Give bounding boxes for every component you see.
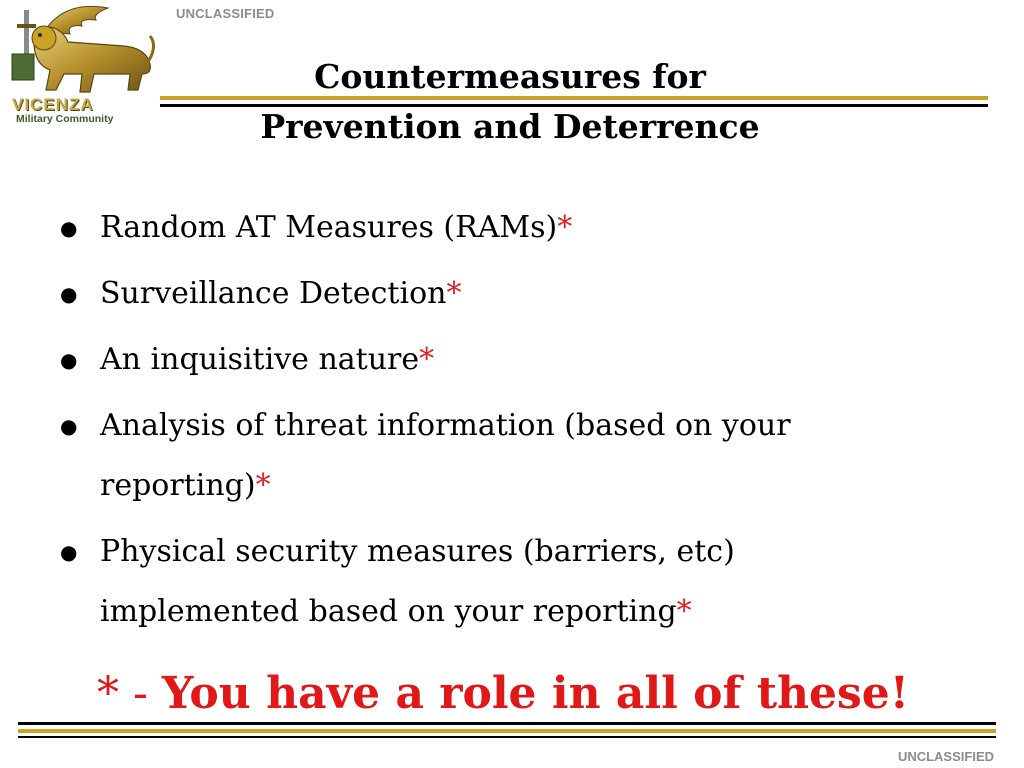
bullet-icon: ● [60, 540, 78, 564]
list-item [60, 198, 940, 258]
asterisk-mark: * [419, 342, 435, 377]
list-item [60, 330, 940, 390]
title-line-2: Prevention and Deterrence [260, 107, 760, 146]
bullet-icon: ● [60, 282, 78, 306]
list-item [60, 264, 940, 324]
asterisk-mark: * [557, 210, 573, 245]
list-item [60, 396, 940, 516]
footer-prefix: * - [97, 668, 162, 719]
bullet-text: Physical security measures (barriers, etc) implemented based on your reporting [100, 534, 735, 629]
bullet-text: An inquisitive nature [100, 342, 420, 377]
logo [4, 2, 156, 130]
bullet-list [60, 198, 940, 648]
title-line-1: Countermeasures for [314, 57, 706, 96]
footer-rule-gold [18, 729, 996, 733]
footer-rule-black-2 [18, 736, 996, 738]
bullet-text: Random AT Measures (RAMs) [100, 210, 558, 245]
list-item [60, 522, 940, 642]
logo-subtitle: Military Community [16, 113, 114, 125]
page-title [150, 52, 870, 152]
asterisk-mark: * [446, 276, 462, 311]
logo-title: VICENZA [12, 95, 94, 114]
bullet-icon: ● [60, 348, 78, 372]
asterisk-mark: * [255, 468, 271, 503]
winged-lion-icon [4, 2, 156, 97]
bullet-icon: ● [60, 414, 78, 438]
classification-top: UNCLASSIFIED [176, 6, 275, 21]
footer-rule-black-1 [18, 722, 996, 725]
bullet-text: Analysis of threat information (based on your reporting) [100, 408, 791, 503]
footer-emphasis: You have a role in all of these! [161, 668, 910, 719]
footer-note [97, 664, 997, 724]
classification-bottom: UNCLASSIFIED [897, 749, 994, 764]
asterisk-mark: * [676, 594, 692, 629]
bullet-icon: ● [60, 216, 78, 240]
bullet-text: Surveillance Detection [100, 276, 447, 311]
